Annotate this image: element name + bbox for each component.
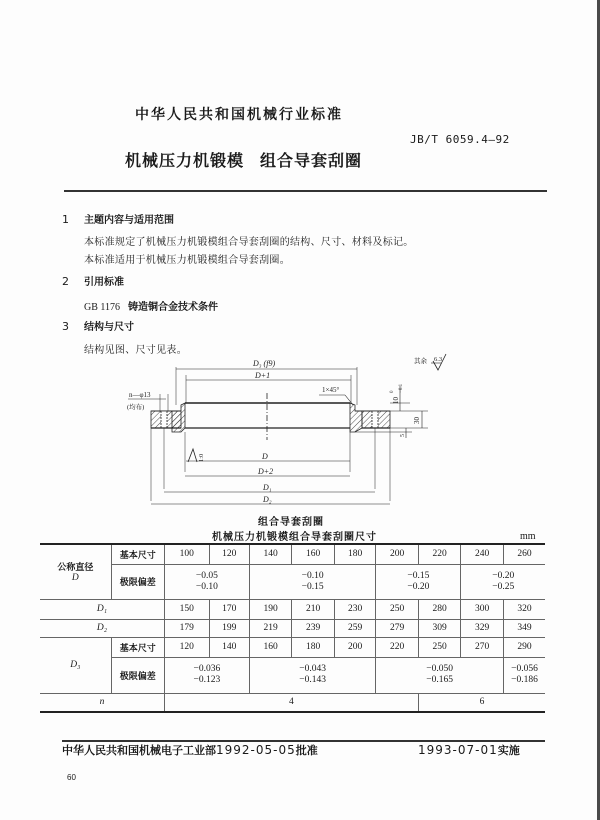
- section-3-heading: 3 结构与尺寸: [62, 320, 134, 333]
- d3-label: D₃: [40, 637, 111, 693]
- issuer: 中华人民共和国机械电子工业部: [62, 744, 216, 757]
- reference-code: GB 1176: [84, 302, 121, 313]
- table-row-d2: D₂ 179 199 219 239 259 279 309 329 349: [40, 619, 545, 637]
- label-dim-5: 5: [400, 434, 406, 437]
- table-row-d-basic: 公称直径 D 基本尺寸 100 120 140 160 180 200 220 240 260: [40, 544, 545, 564]
- table-unit: mm: [520, 531, 536, 542]
- label-tol-10-lower: −0.1: [399, 383, 404, 393]
- effective-label: 实施: [497, 744, 520, 757]
- section-3-para-1: 结构见图、尺寸见表。: [84, 345, 187, 356]
- approve-date: 1992-05-05: [216, 743, 296, 757]
- figure-caption: 组合导套刮圈: [258, 517, 324, 528]
- reference-name: 铸造铜合金技术条件: [128, 302, 218, 313]
- label-holes-note: (均布): [127, 404, 145, 411]
- table-row-d3-deviation: 极限偏差 −0.036 −0.123 −0.043 −0.143 −0.050 −0.165 −0.056 −0.186: [40, 657, 545, 693]
- approve-label: 批准: [295, 744, 318, 757]
- effective-line: [418, 742, 520, 758]
- label-d-plus-2: D+2: [258, 467, 274, 476]
- section-1-para-2: 本标准适用于机械压力机锻模组合导套刮圈。: [84, 255, 290, 266]
- section-1-para-1: 本标准规定了机械压力机锻模组合导套刮圈的结构、尺寸、材料及标记。: [84, 237, 414, 248]
- n-label: n: [40, 693, 164, 712]
- label-slope: 1:0: [198, 453, 205, 462]
- label-d2: D₂: [263, 495, 272, 504]
- effective-date: 1993-07-01: [418, 743, 498, 757]
- table-caption: 机械压力机锻模组合导套刮圈尺寸: [212, 532, 377, 543]
- roughness-value: 6.3: [434, 356, 443, 363]
- approval-line: [62, 742, 318, 758]
- label-tol-10-upper: 0: [390, 390, 395, 393]
- label-d3-f9: D₃ (f9): [253, 359, 276, 368]
- table-row-n: n 4 6: [40, 693, 545, 712]
- page-number: 60: [67, 773, 76, 782]
- label-d: D: [262, 452, 268, 461]
- dimension-table: [40, 543, 545, 713]
- d2-label: D₂: [40, 619, 164, 637]
- section-2-heading: 2 引用标准: [62, 275, 124, 288]
- label-d1: D₁: [263, 483, 272, 492]
- title-part-2: 组合导套刮圈: [260, 151, 363, 170]
- label-chamfer: 1×45°: [322, 386, 340, 394]
- label-height-30: 30: [413, 417, 421, 424]
- label-d-plus-1: D+1: [255, 371, 271, 380]
- d1-label: D₁: [40, 599, 164, 619]
- limit-deviation-label: 极限偏差: [111, 564, 164, 599]
- table-row-d3-basic: D₃ 基本尺寸 120 140 160 180 200 220 250 270 290: [40, 637, 545, 657]
- basic-size-label: 基本尺寸: [111, 544, 164, 564]
- table-row-d1: D₁ 150 170 190 210 230 250 280 300 320: [40, 599, 545, 619]
- table-row-d-deviation: 极限偏差 −0.05 −0.10 −0.10 −0.15 −0.15 −0.20 −0.20 −0.25: [40, 564, 545, 599]
- label-tol-10: 10: [392, 397, 400, 404]
- label-holes: n—φ13: [129, 391, 151, 399]
- standard-organization: 中华人民共和国机械行业标准: [135, 107, 343, 123]
- title-part-1: 机械压力机锻模: [125, 151, 245, 170]
- section-1-heading: 1 主题内容与适用范围: [62, 213, 174, 226]
- standard-code: JB/T 6059.4—92: [410, 133, 510, 146]
- nominal-diameter-header: 公称直径 D: [40, 544, 111, 599]
- roughness-prefix: 其余: [414, 358, 427, 365]
